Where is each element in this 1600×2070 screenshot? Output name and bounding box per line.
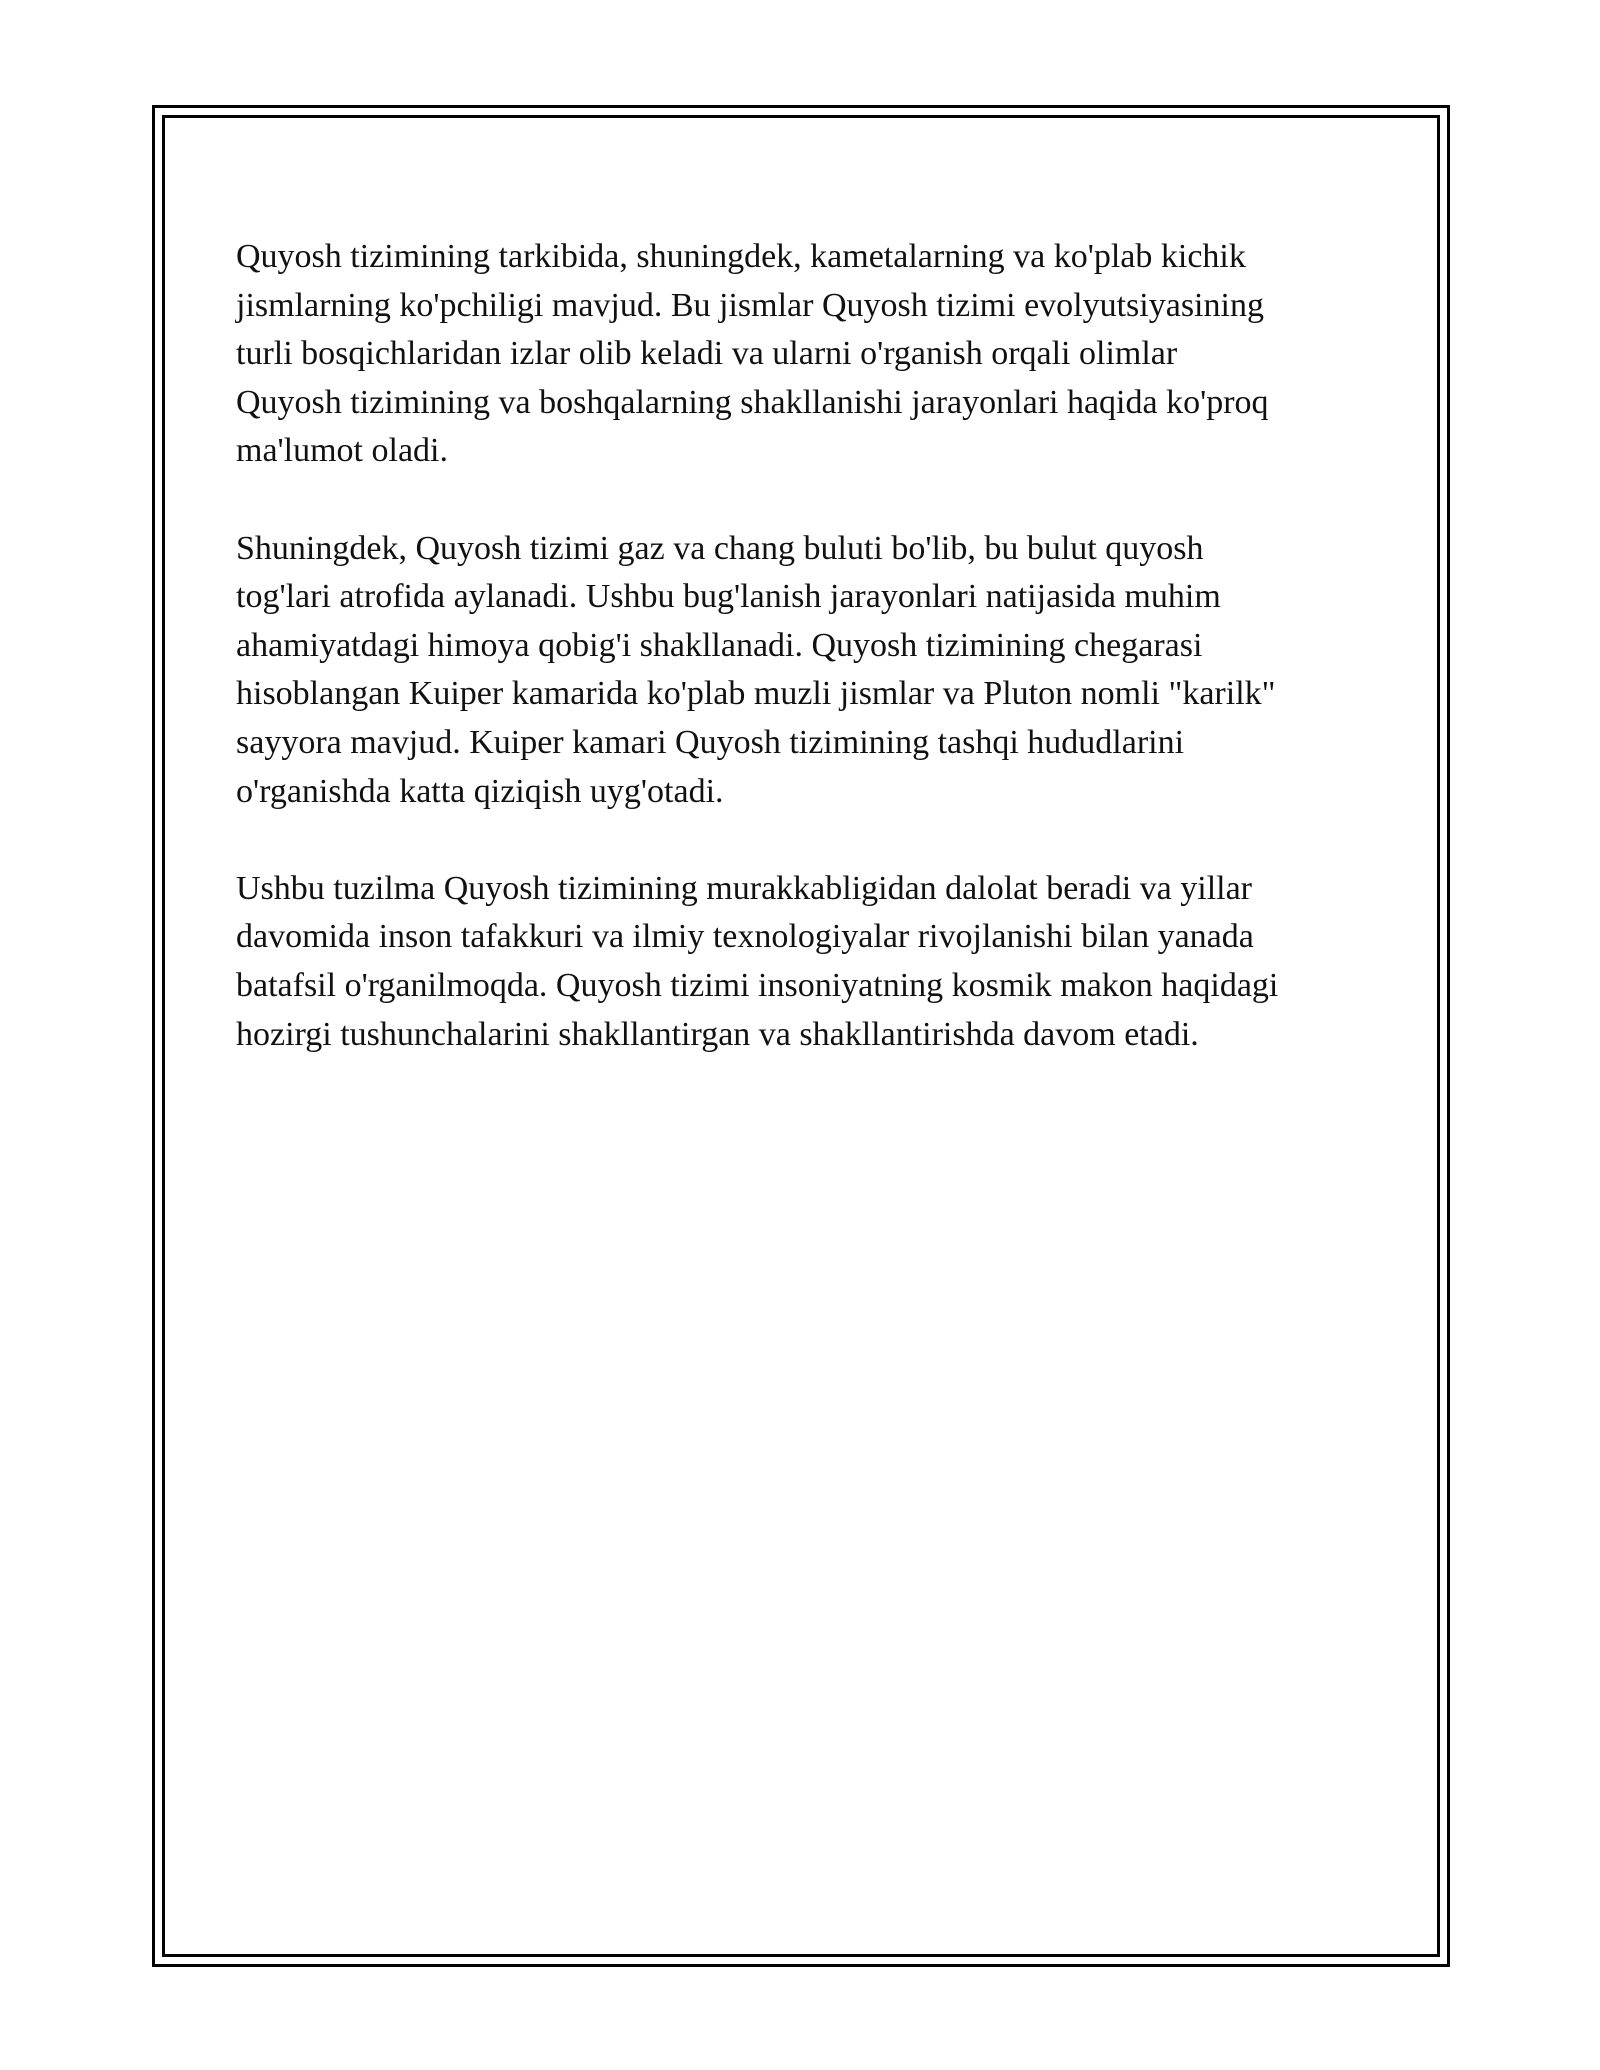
text-line: davomida inson tafakkuri va ilmiy texnologiyalar rivojlanishi bilan yanada <box>236 918 1254 956</box>
text-line: batafsil o'rganilmoqda. Quyosh tizimi insoniyatning kosmik makon haqidagi <box>236 966 1279 1004</box>
paragraph-2 <box>236 525 1371 817</box>
text-line: Shuningdek, Quyosh tizimi gaz va chang buluti bo'lib, bu bulut quyosh <box>236 529 1204 567</box>
text-line: tog'lari atrofida aylanadi. Ushbu bug'lanish jarayonlari natijasida muhim <box>236 578 1221 616</box>
text-line: jismlarning ko'pchiligi mavjud. Bu jismlar Quyosh tizimi evolyutsiyasining <box>236 286 1264 324</box>
text-line: Ushbu tuzilma Quyosh tizimining murakkabligidan dalolat beradi va yillar <box>236 869 1252 907</box>
paragraph-3 <box>236 865 1371 1059</box>
text-line: Quyosh tizimining tarkibida, shuningdek, kametalarning va ko'plab kichik <box>236 238 1246 275</box>
text-line: o'rganishda katta qiziqish uyg'otadi. <box>236 772 724 810</box>
paragraph-1 <box>236 233 1371 476</box>
text-line: ahamiyatdagi himoya qobig'i shakllanadi. Quyosh tizimining chegarasi <box>236 626 1203 664</box>
text-line: ma'lumot oladi. <box>236 432 448 470</box>
text-line: turli bosqichlaridan izlar olib keladi va ularni o'rganish orqali olimlar <box>236 335 1178 373</box>
text-line: hisoblangan Kuiper kamarida ko'plab muzli jismlar va Pluton nomli "karilk" <box>236 675 1276 713</box>
text-line: hozirgi tushunchalarini shakllantirgan va shakllantirishda davom etadi. <box>236 1015 1199 1053</box>
text-line: Quyosh tizimining va boshqalarning shakllanishi jarayonlari haqida ko'proq <box>236 383 1269 421</box>
document-body <box>236 233 1371 1108</box>
text-line: sayyora mavjud. Kuiper kamari Quyosh tizimining tashqi hududlarini <box>236 723 1185 761</box>
